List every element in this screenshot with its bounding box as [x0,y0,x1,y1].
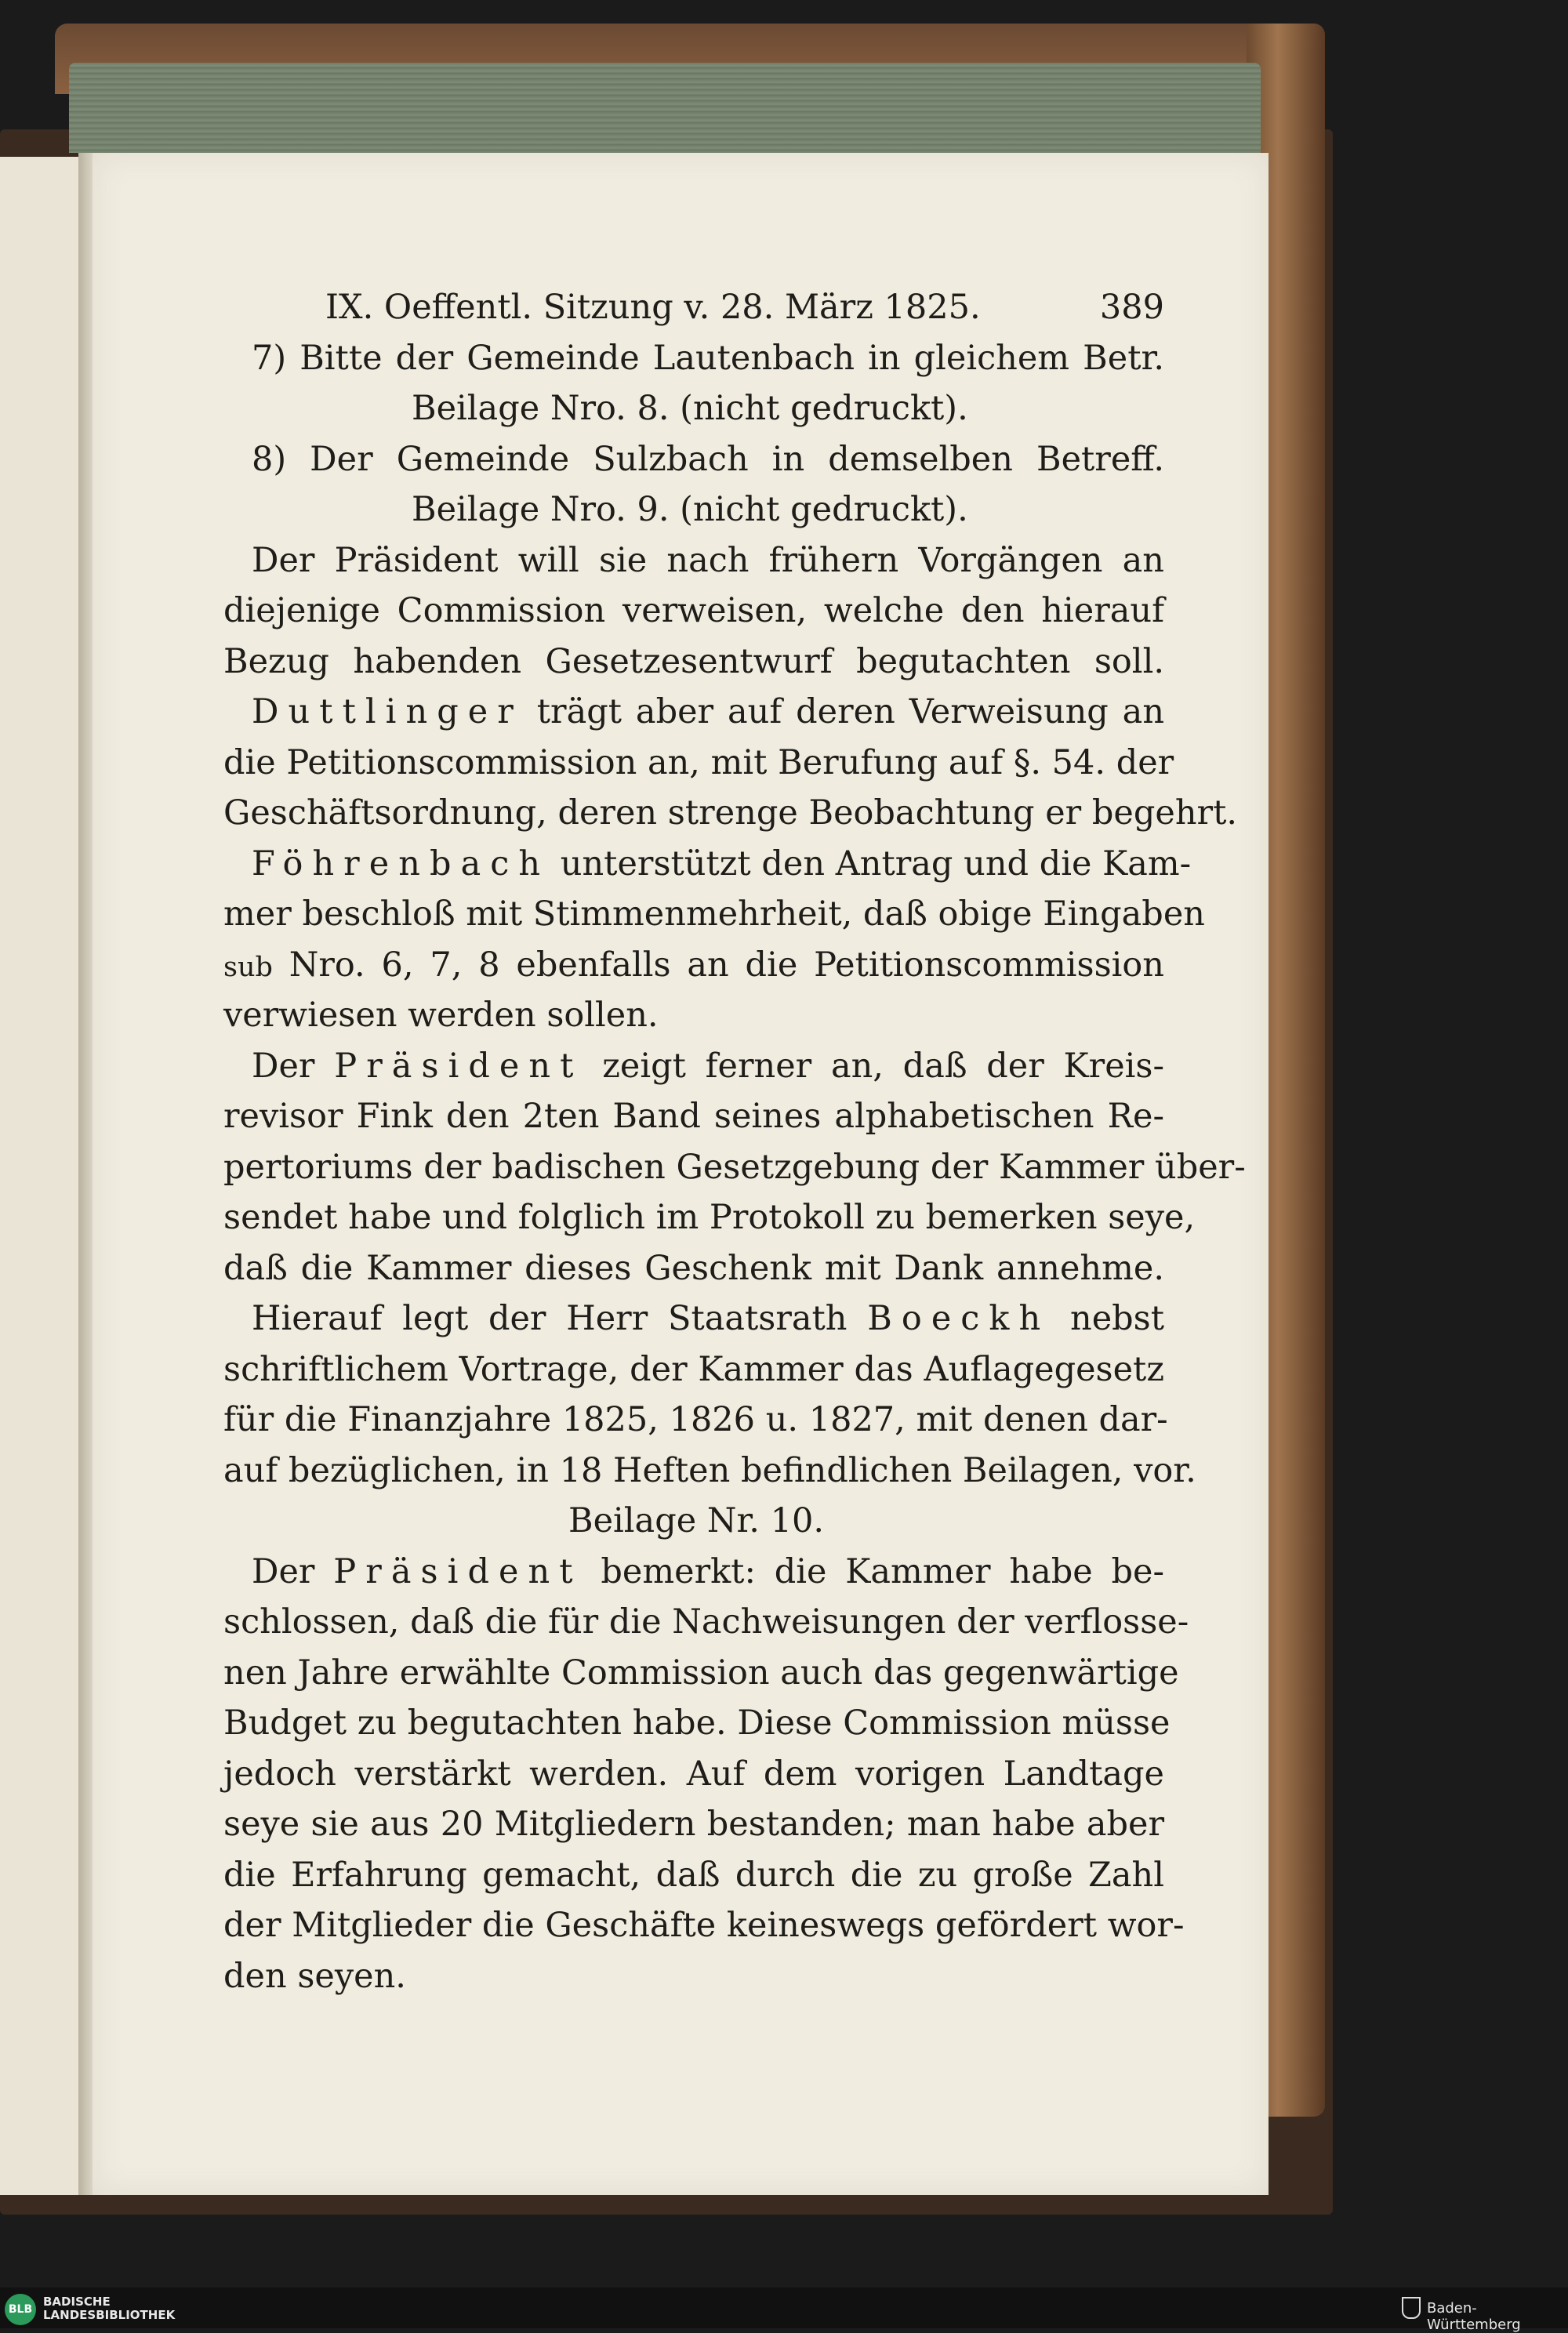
speaker-name: Präsident [334,1046,583,1086]
text-line: der Mitglieder die Geschäfte keineswegs gefördert wor- [223,1906,1185,1945]
page-text [223,282,1246,2001]
text-line: den seyen. [223,1956,406,1996]
text-line: pertoriums der badischen Gesetzgebung der Kammer über- [223,1147,1246,1187]
text-line: die Erfahrung gemacht, daß durch die zu große Zahl [223,1855,1164,1895]
text-line: Beilage Nr. 10. [568,1501,825,1540]
text-line: Beilage Nro. 8. (nicht gedruckt). [412,389,968,428]
blb-logo-icon: BLB [5,2294,36,2325]
text-line: daß die Kammer dieses Geschenk mit Dank annehme. [223,1248,1164,1288]
text-line: Geschäftsordnung, deren strenge Beobachtung er begehrt. [223,793,1238,833]
text-line: für die Finanzjahre 1825, 1826 u. 1827, mit denen dar- [223,1400,1168,1439]
text-line: jedoch verstärkt werden. Auf dem vorigen Landtage [223,1754,1164,1794]
running-header [223,282,1164,333]
page-number: 389 [1099,288,1164,327]
text-line: Beilage Nro. 9. (nicht gedruckt). [412,490,968,529]
state-name: Baden-Württemberg [1427,2300,1521,2333]
text-line: revisor Fink den 2ten Band seines alphabetischen Re- [223,1097,1164,1136]
header-title: IX. Oeffentl. Sitzung v. 28. März 1825. [325,288,981,327]
text-line: Duttlinger trägt aber auf deren Verweisung an [252,692,1165,731]
text-line: sendet habe und folglich im Protokoll zu bemerken seye, [223,1198,1196,1237]
library-name: BADISCHE LANDESBIBLIOTHEK [43,2295,176,2322]
page-stack-edge [69,63,1261,153]
text-line: Bezug habenden Gesetzesentwurf begutachten soll. [223,641,1164,681]
footer-bar [0,2288,1568,2333]
baden-wuerttemberg-crest-icon [1402,2297,1421,2319]
text-line: Der Präsident will sie nach frühern Vorgängen an [252,540,1164,580]
text-line: Hierauf legt der Herr Staatsrath Boeckh nebst [252,1299,1165,1338]
speaker-name: Duttlinger [252,692,523,731]
text-line: die Petitionscommission an, mit Berufung auf §. 54. der [223,742,1174,782]
text-line: seye sie aus 20 Mitgliedern bestanden; man habe aber [223,1805,1164,1844]
text-line: sub Nro. 6, 7, 8 ebenfalls an die Petitionscommission [223,945,1164,985]
text-line: Budget zu begutachten habe. Diese Commission müsse [223,1703,1171,1743]
speaker-name: Föhrenbach [252,844,550,883]
text-line: 8) Der Gemeinde Sulzbach in demselben Betreff. [252,439,1164,479]
text-line: auf bezüglichen, in 18 Heften befindlichen Beilagen, vor. [223,1450,1196,1490]
speaker-name: Boeckh [867,1299,1051,1338]
text-line: Der Präsident zeigt ferner an, daß der Kreis- [252,1046,1165,1086]
text-line: nen Jahre erwählte Commission auch das gegenwärtige [223,1653,1179,1693]
text-line: mer beschloß mit Stimmenmehrheit, daß obige Eingaben [223,894,1205,934]
text-line: schlossen, daß die für die Nachweisungen der verflosse- [223,1602,1189,1642]
text-line: schriftlichem Vortrage, der Kammer das Auflagegesetz [223,1349,1164,1389]
text-line: Der Präsident bemerkt: die Kammer habe be- [252,1551,1165,1591]
text-line: Föhrenbach unterstützt den Antrag und die Kam- [252,844,1192,883]
text-line: diejenige Commission verweisen, welche den hierauf [223,591,1164,630]
text-line: 7) Bitte der Gemeinde Lautenbach in gleichem Betr. [252,338,1164,378]
text-line: verwiesen werden sollen. [223,996,659,1035]
speaker-name: Präsident [333,1551,583,1591]
